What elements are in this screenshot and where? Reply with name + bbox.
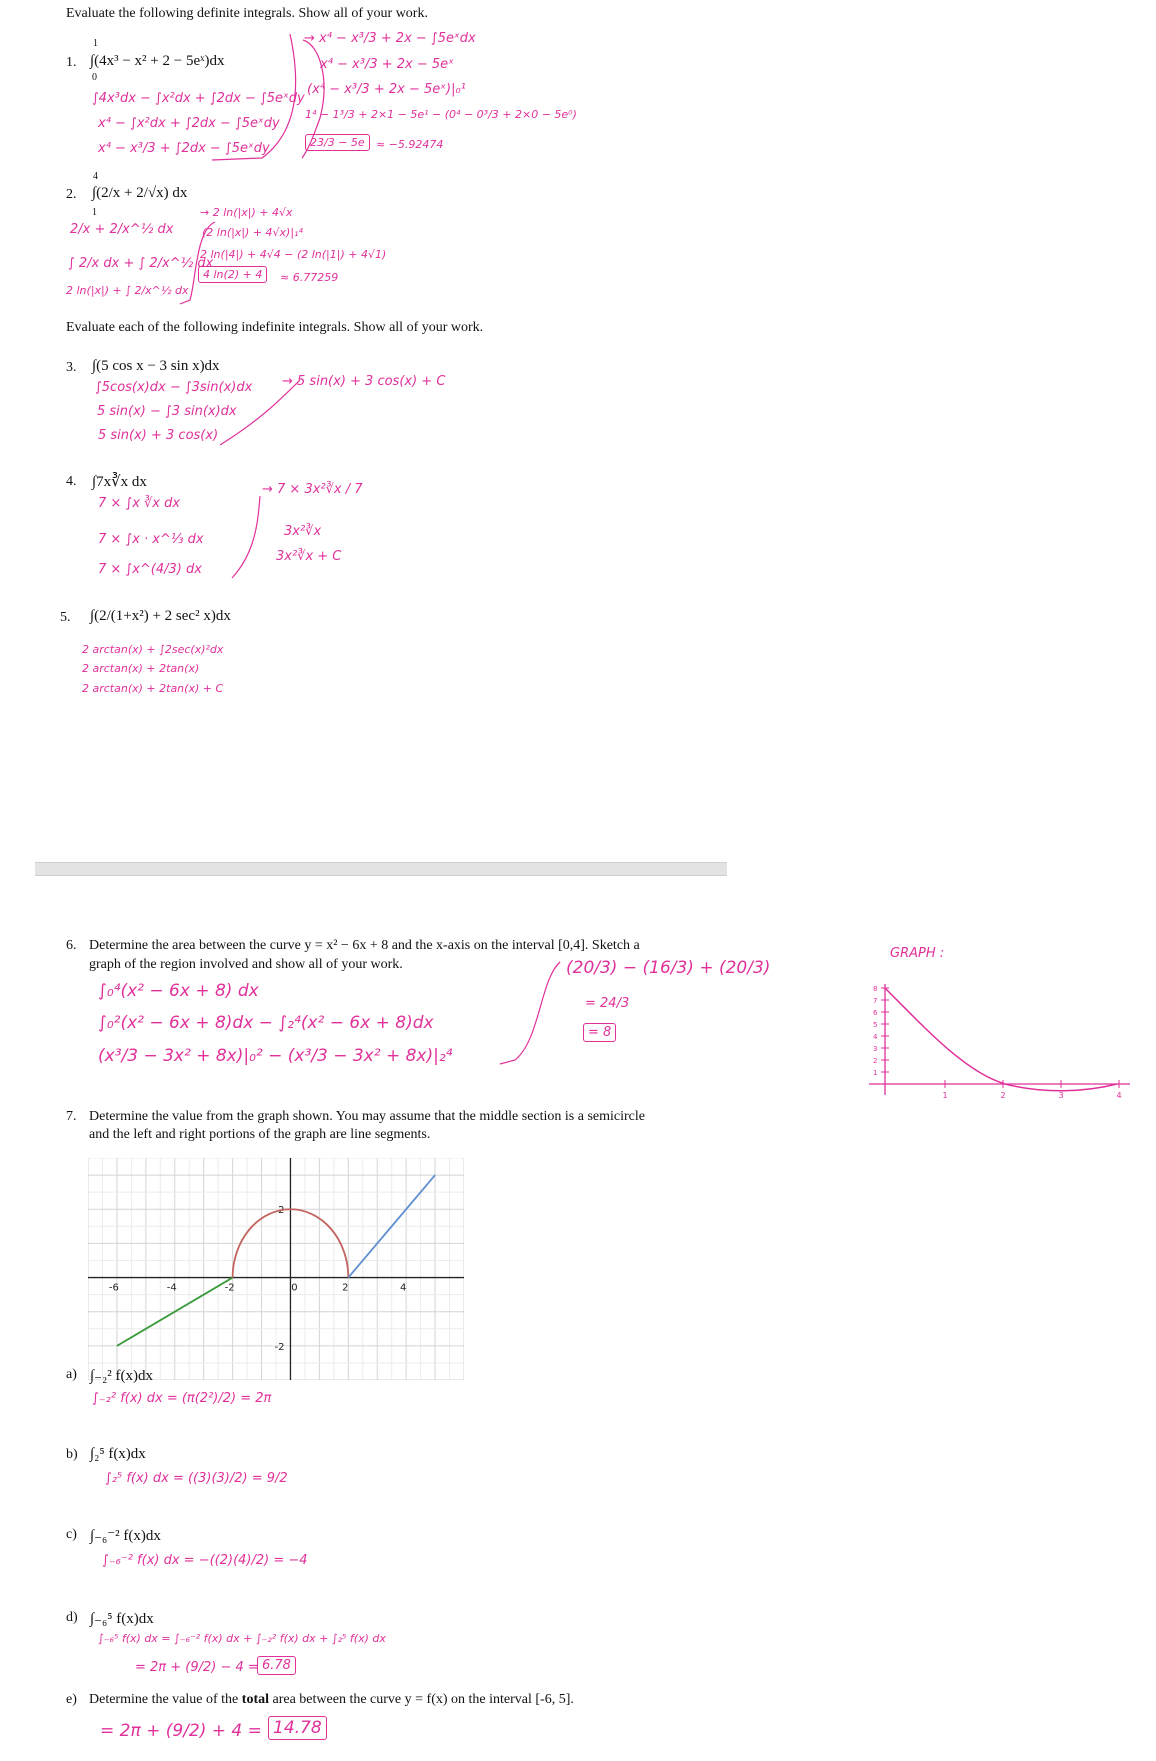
part-a-integral: ∫₋₂² f(x)dx: [90, 1368, 153, 1384]
part-d-label: d): [66, 1610, 78, 1625]
sketch-curve: [885, 988, 1117, 1091]
section-heading-definite: Evaluate the following definite integrals. Show all of your work.: [66, 6, 428, 21]
problem-5-integral: ∫(2/(1+x²) + 2 sec² x)dx: [90, 608, 231, 624]
p1-answer-box: 23/3 − 5e: [305, 134, 370, 151]
problem-5-number: 5.: [60, 610, 71, 625]
part-c-label: c): [66, 1527, 77, 1542]
p6-answer-box: = 8: [583, 1023, 616, 1042]
function-graph: [88, 1158, 464, 1380]
part-c-work: ∫₋₆⁻² f(x) dx = −((2)(4)/2) = −4: [102, 1553, 308, 1568]
part-b-label: b): [66, 1447, 78, 1462]
p4-work-line: 7 × ∫x · x^⅓ dx: [98, 532, 204, 547]
problem-6-text-line1: Determine the area between the curve y = x² − 6x + 8 and the x-axis on the interval [0,4]. Sketch a: [89, 938, 640, 953]
problem-1-upper-limit: 1: [93, 38, 98, 49]
y-tick-label: 2: [278, 1205, 285, 1217]
p2-work-line: 2 ln(|x|) + ∫ 2/x^½ dx: [66, 284, 189, 297]
problem-7-number: 7.: [66, 1109, 77, 1124]
problem-3-number: 3.: [66, 360, 77, 375]
x-tick-label: -4: [166, 1282, 177, 1294]
part-e-answer: 14.78: [268, 1716, 327, 1740]
p1-work-line: x⁴ − x³/3 + 2x − 5eˣ: [320, 57, 454, 72]
part-a-label: a): [66, 1367, 77, 1382]
part-e-question: [89, 1692, 574, 1708]
p1-work-line: (x⁴ − x³/3 + 2x − 5eˣ)|₀¹: [307, 82, 466, 97]
problem-1-number: 1.: [66, 55, 77, 70]
p6-work-line: (20/3) − (16/3) + (20/3): [566, 958, 771, 978]
part-e-prefix: Determine the value of the: [89, 1692, 242, 1707]
section-divider: [35, 862, 727, 876]
part-d-answer: 6.78: [257, 1656, 296, 1675]
sketch-y-tick-label: 3: [873, 1045, 878, 1053]
part-e-label: e): [66, 1692, 77, 1707]
p1-work-line: 1⁴ − 1³/3 + 2×1 − 5e¹ − (0⁴ − 0³/3 + 2×0 − 5e⁰): [305, 108, 577, 121]
p2-work-line: ∫ 2/x dx + ∫ 2/x^½ dx: [68, 256, 214, 271]
part-e-work: = 2π + (9/2) + 4 =: [100, 1721, 262, 1741]
p6-work-line: = 24/3: [585, 996, 630, 1011]
p1-work-line: ∫4x³dx − ∫x²dx + ∫2dx − ∫5eˣdy: [92, 91, 305, 106]
p3-work-line: 5 sin(x) + 3 cos(x): [98, 428, 219, 443]
p3-work-line: 5 sin(x) − ∫3 sin(x)dx: [97, 404, 237, 419]
problem-4-integral: ∫7x∛x dx: [92, 474, 147, 490]
part-c-integral: ∫₋₆⁻² f(x)dx: [90, 1528, 161, 1544]
sketch-y-tick-label: 4: [873, 1033, 878, 1041]
p1-work-line: x⁴ − ∫x²dx + ∫2dx − ∫5eˣdy: [98, 116, 280, 131]
part-d-integral: ∫₋₆⁵ f(x)dx: [90, 1611, 154, 1627]
x-tick-label: -6: [108, 1282, 119, 1294]
part-e-bold: total: [241, 1692, 269, 1707]
p6-work-line: (x³/3 − 3x² + 8x)|₀² − (x³/3 − 3x² + 8x)|₂⁴: [98, 1046, 453, 1066]
p2-work-line: 2/x + 2/x^½ dx: [70, 222, 174, 237]
graph-label: GRAPH :: [890, 946, 945, 961]
p4-answer: 3x²∛x + C: [276, 549, 342, 564]
p6-bracket: [500, 962, 560, 1064]
sketch-y-tick-label: 6: [873, 1009, 878, 1017]
part-b-integral: ∫₂⁵ f(x)dx: [90, 1446, 146, 1462]
sketch-y-tick-label: 8: [873, 985, 878, 993]
x-tick-label: 0: [291, 1282, 298, 1294]
problem-1-integral: ∫(4x³ − x² + 2 − 5eˣ)dx: [90, 53, 225, 69]
problem-2-number: 2.: [66, 187, 77, 202]
problem-3-integral: ∫(5 cos x − 3 sin x)dx: [92, 358, 220, 374]
part-a-work: ∫₋₂² f(x) dx = (π(2²)/2) = 2π: [92, 1391, 272, 1406]
problem-2-lower-limit: 1: [92, 207, 97, 218]
sketch-y-tick-label: 7: [873, 997, 878, 1005]
problem-6-text-line2: graph of the region involved and show all of your work.: [89, 957, 403, 972]
p2-work-line: (2 ln(|x|) + 4√x)|₁⁴: [202, 226, 303, 239]
problem-7-text-line2: and the left and right portions of the graph are line segments.: [89, 1127, 431, 1142]
sketch-y-tick-label: 2: [873, 1057, 878, 1065]
p4-arrow: [232, 496, 260, 578]
p5-work-line: 2 arctan(x) + ∫2sec(x)²dx: [82, 643, 224, 656]
problem-7-text-line1: Determine the value from the graph shown. You may assume that the middle section is a semicircle: [89, 1109, 645, 1124]
x-tick-label: 4: [399, 1282, 407, 1294]
p6-work-line: ∫₀²(x² − 6x + 8)dx − ∫₂⁴(x² − 6x + 8)dx: [98, 1013, 434, 1033]
sketch-x-tick-label: 4: [1116, 1091, 1122, 1100]
p1-work-line: x⁴ − x³/3 + ∫2dx − ∫5eˣdy: [98, 141, 270, 156]
y-tick-label: -2: [274, 1341, 285, 1353]
problem-6-number: 6.: [66, 938, 77, 953]
sketch-x-tick-label: 3: [1058, 1091, 1064, 1100]
x-tick-label: 2: [342, 1282, 349, 1294]
part-d-work: = 2π + (9/2) − 4 =: [135, 1660, 259, 1675]
problem-4-number: 4.: [66, 474, 77, 489]
p4-work-line: → 7 × 3x²∛x / 7: [262, 482, 363, 497]
p3-answer: → 5 sin(x) + 3 cos(x) + C: [282, 374, 446, 389]
p4-work-line: 7 × ∫x ∛x dx: [98, 496, 181, 511]
p2-work-line: → 2 ln(|x|) + 4√x: [200, 206, 293, 219]
p5-answer: 2 arctan(x) + 2tan(x) + C: [82, 682, 224, 695]
p2-answer-approx: ≈ 6.77259: [280, 271, 339, 284]
sketch-y-tick-label: 5: [873, 1021, 878, 1029]
p1-work-line: → x⁴ − x³/3 + 2x − ∫5eˣdx: [304, 31, 476, 46]
sketch-x-tick-label: 2: [1000, 1091, 1006, 1100]
sketch-x-tick-label: 1: [942, 1091, 948, 1100]
sketch-y-tick-label: 1: [873, 1069, 878, 1077]
p1-answer-approx: ≈ −5.92474: [376, 138, 444, 151]
part-b-work: ∫₂⁵ f(x) dx = ((3)(3)/2) = 9/2: [105, 1471, 288, 1486]
x-tick-label: -2: [224, 1282, 235, 1294]
p2-work-line: 2 ln(|4|) + 4√4 − (2 ln(|1|) + 4√1): [200, 248, 387, 261]
problem-2-integral: ∫(2/x + 2/√x) dx: [92, 185, 188, 201]
section-heading-indefinite: Evaluate each of the following indefinite integrals. Show all of your work.: [66, 320, 484, 335]
p5-work-line: 2 arctan(x) + 2tan(x): [82, 662, 200, 675]
p2-answer-box: 4 ln(2) + 4: [198, 266, 267, 283]
problem-1-lower-limit: 0: [92, 72, 97, 83]
parabola-sketch: [855, 980, 1135, 1100]
p4-work-line: 7 × ∫x^(4/3) dx: [98, 562, 202, 577]
part-e-suffix: area between the curve y = f(x) on the interval [-6, 5].: [269, 1692, 574, 1707]
p6-work-line: ∫₀⁴(x² − 6x + 8) dx: [98, 981, 259, 1001]
p4-work-line: 3x²∛x: [284, 524, 322, 539]
p3-work-line: ∫5cos(x)dx − ∫3sin(x)dx: [95, 380, 253, 395]
part-d-work: ∫₋₆⁵ f(x) dx = ∫₋₆⁻² f(x) dx + ∫₋₂² f(x) dx + ∫₂⁵ f(x) dx: [98, 1632, 386, 1645]
problem-2-upper-limit: 4: [93, 171, 98, 182]
